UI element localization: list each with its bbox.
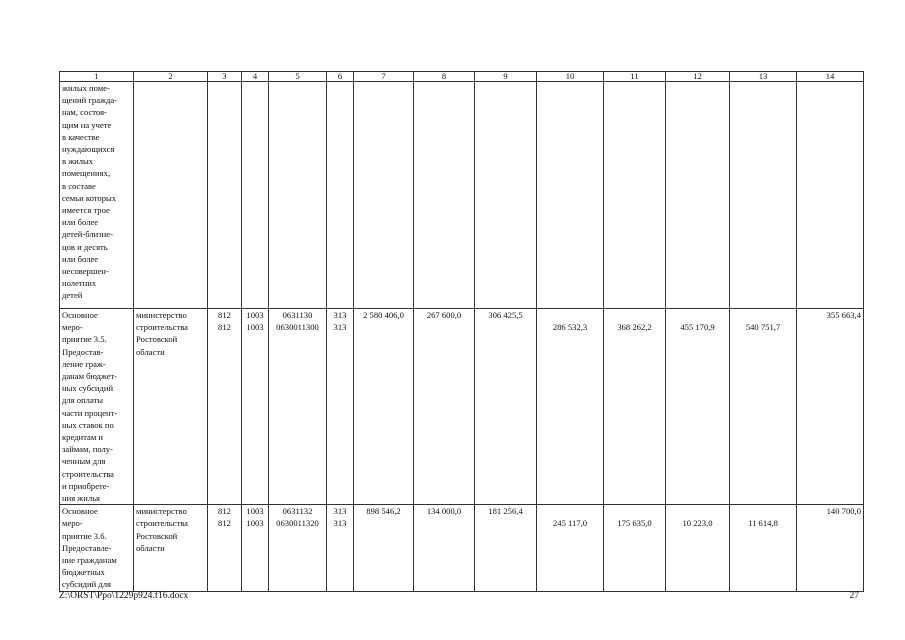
column-number: 6 xyxy=(327,72,354,82)
empty-cell xyxy=(666,82,730,309)
column-number: 11 xyxy=(604,72,666,82)
empty-cell xyxy=(604,82,666,309)
text-line: меро- xyxy=(62,322,83,333)
grbs-code: 812 812 xyxy=(208,505,242,591)
year-amount: 245 117,0 xyxy=(537,505,604,591)
column-number: 12 xyxy=(666,72,730,82)
text-line: или более xyxy=(62,253,99,264)
table-row xyxy=(60,309,864,505)
column-number: 2 xyxy=(134,72,208,82)
total-amount: 2 580 406,0 xyxy=(354,309,414,505)
text-line: займам, полу- xyxy=(62,444,113,455)
csr-code: 0631130 0630011300 xyxy=(269,309,327,505)
year-amount: 455 170,9 xyxy=(666,309,730,505)
text-line: детей-близне- xyxy=(62,229,113,240)
text-line: части процент- xyxy=(62,407,118,418)
page-number: 27 xyxy=(849,591,859,601)
year-amount: 540 751,7 xyxy=(730,309,797,505)
budget-table xyxy=(59,71,864,592)
measure-name xyxy=(60,309,134,505)
text-line: щений гражда- xyxy=(62,95,117,106)
text-line: и приобрете- xyxy=(62,480,110,491)
column-number: 14 xyxy=(797,72,864,82)
executor xyxy=(134,505,208,591)
text-line: строительства xyxy=(62,468,114,479)
text-line: министерство xyxy=(136,506,187,517)
column-number: 1 xyxy=(60,72,134,82)
text-line: цов и десять xyxy=(62,241,108,252)
text-line: ление граж- xyxy=(62,358,106,369)
column-number: 10 xyxy=(537,72,604,82)
text-line: Ростовской xyxy=(136,334,178,345)
text-line: несовершен- xyxy=(62,266,109,277)
empty-cell xyxy=(134,82,208,309)
text-line: ных субсидий xyxy=(62,383,114,394)
text-line: строительства xyxy=(136,518,188,529)
year-amount: 11 614,8 xyxy=(730,505,797,591)
rzpr-code: 1003 1003 xyxy=(242,505,269,591)
text-line: для оплаты xyxy=(62,395,104,406)
text-line: ние гражданам xyxy=(62,555,117,566)
text-line: Предоставле- xyxy=(62,542,112,553)
total-amount: 898 546,2 xyxy=(354,505,414,591)
vr-code: 313 313 xyxy=(327,505,354,591)
empty-cell xyxy=(354,82,414,309)
empty-cell xyxy=(242,82,269,309)
text-line: меро- xyxy=(62,518,83,529)
column-number: 8 xyxy=(414,72,475,82)
empty-cell xyxy=(730,82,797,309)
text-line: министерство xyxy=(136,310,187,320)
text-line: детей xyxy=(62,290,83,301)
measure-name xyxy=(60,505,134,591)
column-number: 4 xyxy=(242,72,269,82)
footer-file-path: Z:\ORST\Ppo\1229p924.f16.docx xyxy=(59,591,189,601)
text-line: семьи которых xyxy=(62,192,117,203)
column-number: 9 xyxy=(475,72,537,82)
empty-cell xyxy=(327,82,354,309)
text-line: ченным для xyxy=(62,456,106,467)
text-line: жилых поме- xyxy=(62,83,110,93)
text-line: области xyxy=(136,346,165,357)
year-amount: 140 700,0 xyxy=(797,505,864,591)
empty-cell xyxy=(414,82,475,309)
year-amount: 10 223,0 xyxy=(666,505,730,591)
text-line: строительства xyxy=(136,322,188,333)
year-amount: 181 256,4 xyxy=(475,505,537,591)
text-line: ных ставок по xyxy=(62,419,114,430)
csr-code: 0631132 0630011320 xyxy=(269,505,327,591)
empty-cell xyxy=(537,82,604,309)
year-amount: 306 425,5 xyxy=(475,309,537,505)
text-line: субсидий для xyxy=(62,579,112,590)
rzpr-code: 1003 1003 xyxy=(242,309,269,505)
column-number: 5 xyxy=(269,72,327,82)
table-row xyxy=(60,505,864,591)
year-amount: 175 635,0 xyxy=(604,505,666,591)
column-number: 3 xyxy=(208,72,242,82)
text-line: Предостав- xyxy=(62,346,104,357)
text-line: данам бюджет- xyxy=(62,371,118,382)
text-line: или более xyxy=(62,217,99,228)
executor xyxy=(134,309,208,505)
year-amount: 286 532,3 xyxy=(537,309,604,505)
empty-cell xyxy=(208,82,242,309)
text-line: Основное xyxy=(62,310,98,320)
text-line: нуждающихся xyxy=(62,144,115,155)
text-line: в качестве xyxy=(62,131,100,142)
year-amount: 134 000,0 xyxy=(414,505,475,591)
text-line: Основное xyxy=(62,506,98,517)
column-number-row xyxy=(60,72,864,82)
text-line: Ростовской xyxy=(136,530,178,541)
year-amount: 267 600,0 xyxy=(414,309,475,505)
empty-cell xyxy=(269,82,327,309)
empty-cell xyxy=(797,82,864,309)
year-amount: 355 663,4 xyxy=(797,309,864,505)
vr-code: 313 313 xyxy=(327,309,354,505)
text-line: ния жилья xyxy=(62,493,100,504)
grbs-code: 812 812 xyxy=(208,309,242,505)
continued-measure-text xyxy=(60,82,134,309)
text-line: области xyxy=(136,542,165,553)
text-line: нам, состоя- xyxy=(62,107,107,118)
text-line: бюджетных xyxy=(62,567,105,578)
column-number: 7 xyxy=(354,72,414,82)
text-line: помещениях, xyxy=(62,168,111,179)
text-line: приятие 3.5. xyxy=(62,334,107,345)
continuation-row xyxy=(60,82,864,309)
column-number: 13 xyxy=(730,72,797,82)
text-line: щим на учете xyxy=(62,119,112,130)
text-line: приятие 3.6. xyxy=(62,530,107,541)
text-line: в жилых xyxy=(62,156,94,167)
text-line: имеется трое xyxy=(62,205,110,216)
text-line: кредитам и xyxy=(62,432,104,443)
year-amount: 368 262,2 xyxy=(604,309,666,505)
text-line: нолетних xyxy=(62,278,97,289)
empty-cell xyxy=(475,82,537,309)
text-line: в составе xyxy=(62,180,96,191)
